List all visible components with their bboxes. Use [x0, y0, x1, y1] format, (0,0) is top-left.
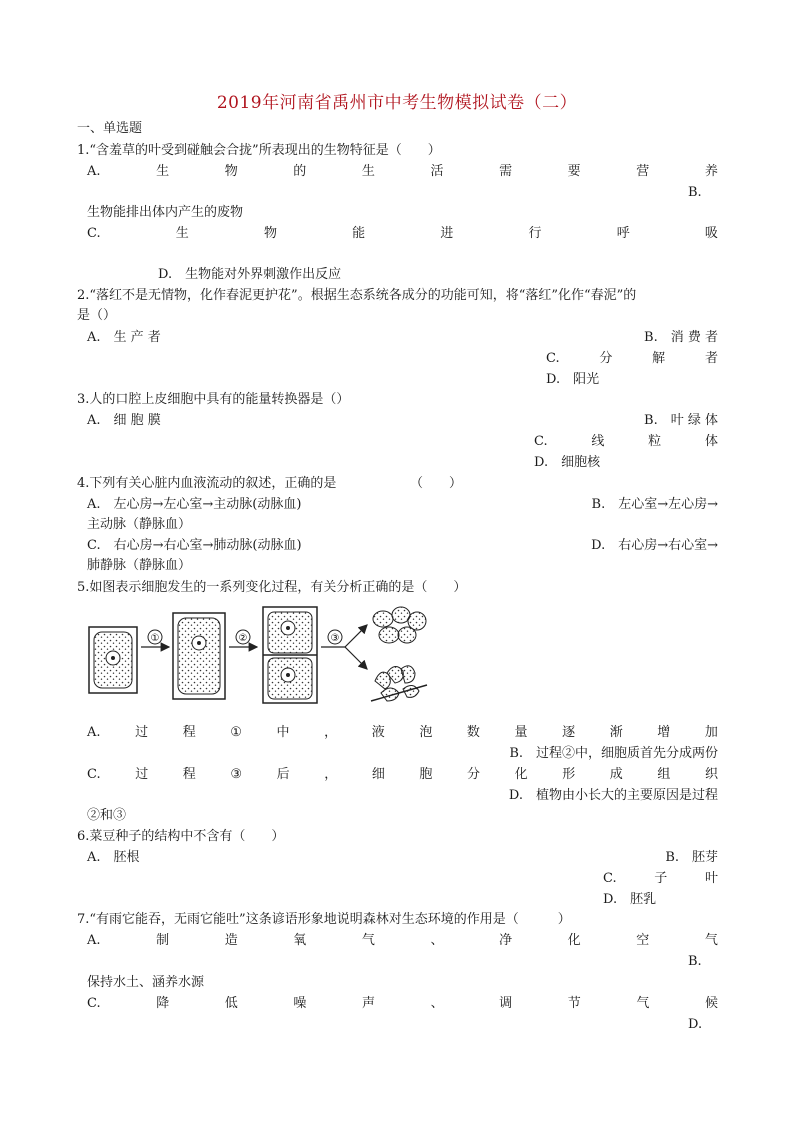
option-char: 、 — [430, 933, 444, 948]
option-char: 能 — [352, 226, 366, 241]
option-char: 、 — [430, 996, 444, 1011]
option-char: 过 — [135, 767, 149, 782]
option-char: ， — [324, 725, 338, 740]
option-char: 生 — [175, 226, 189, 241]
question-2-option-c[interactable] — [546, 351, 718, 367]
question-4-option-c[interactable]: C. 右心房→右心室→肺动脉(动脉血) — [87, 538, 302, 553]
grown-cell — [173, 613, 225, 699]
option-char: 噪 — [293, 996, 307, 1011]
question-1-option-a[interactable] — [87, 164, 718, 180]
option-char: 液 — [371, 725, 385, 740]
option-char: 节 — [567, 996, 581, 1011]
question-2-stem-line1: 2.“落红不是无情物，化作春泥更护花”。根据生态系统各成分的功能可知，将“落红”化作“春泥”的 — [77, 288, 637, 303]
option-char: 养 — [704, 164, 718, 179]
option-char: 组 — [657, 767, 671, 782]
question-5-option-c[interactable] — [87, 767, 718, 783]
option-char: 线 — [591, 434, 605, 449]
option-char: 活 — [430, 164, 444, 179]
option-char: 过 — [135, 725, 149, 740]
question-5-option-d-cont[interactable]: ②和③ — [87, 808, 127, 823]
question-7-option-d-label[interactable]: D. — [688, 1017, 703, 1032]
option-char: 气 — [361, 933, 375, 948]
option-char: 化 — [514, 767, 528, 782]
option-char: 者 — [704, 351, 718, 366]
question-4-option-a[interactable]: A. 左心房→左心室→主动脉(动脉血) — [87, 497, 302, 512]
question-1-option-c[interactable] — [87, 226, 718, 242]
question-7-option-b-text[interactable]: 保持水土、涵养水源 — [87, 975, 205, 990]
option-char: 叶 — [704, 871, 718, 886]
option-char: ① — [230, 725, 242, 740]
option-label: C. — [534, 434, 548, 449]
option-char: 解 — [652, 351, 666, 366]
option-label: C. — [87, 767, 101, 782]
option-char: 物 — [224, 164, 238, 179]
question-2-option-b[interactable]: B. 消 费 者 — [644, 330, 718, 345]
option-char: 子 — [654, 871, 668, 886]
option-char: 生 — [361, 164, 375, 179]
option-char: 量 — [514, 725, 528, 740]
option-char: 造 — [224, 933, 238, 948]
option-label: A. — [87, 164, 101, 179]
option-char: 净 — [499, 933, 513, 948]
option-char: 分 — [467, 767, 481, 782]
option-char: 逐 — [562, 725, 576, 740]
question-7-option-a[interactable] — [87, 933, 718, 949]
question-2-stem-line2: 是（） — [77, 308, 117, 323]
option-char: 需 — [499, 164, 513, 179]
question-3-option-b[interactable]: B. 叶 绿 体 — [644, 413, 718, 428]
option-char: 粒 — [648, 434, 662, 449]
question-4-option-d[interactable]: D. 右心房→右心室→ — [591, 538, 718, 553]
page-title: 2019年河南省禹州市中考生物模拟试卷（二） — [216, 93, 578, 113]
option-char: 的 — [293, 164, 307, 179]
option-label: C. — [603, 871, 617, 886]
question-2-option-a[interactable]: A. 生 产 者 — [87, 330, 161, 345]
option-char: 体 — [704, 434, 718, 449]
option-char: 行 — [528, 226, 542, 241]
option-char: 要 — [567, 164, 581, 179]
option-char: 数 — [466, 725, 480, 740]
option-char: 泡 — [419, 725, 433, 740]
step-2-label: ② — [238, 633, 248, 644]
option-char: 成 — [609, 767, 623, 782]
option-char: 制 — [156, 933, 170, 948]
option-label: A. — [87, 933, 101, 948]
question-7-option-b-label[interactable]: B. — [688, 954, 702, 969]
question-5-option-d[interactable]: D. 植物由小长大的主要原因是过程 — [508, 788, 718, 803]
option-char: 氧 — [293, 933, 307, 948]
question-6-option-a[interactable]: A. 胚根 — [87, 850, 140, 865]
option-char: 化 — [567, 933, 581, 948]
tissue-round-cells — [373, 607, 426, 643]
option-char: 低 — [224, 996, 238, 1011]
option-char: ③ — [230, 767, 243, 782]
small-cell — [89, 627, 137, 693]
question-6-option-d[interactable]: D. 胚乳 — [603, 892, 657, 907]
option-char: 后 — [276, 767, 290, 782]
tissue-elongated-cells — [371, 666, 427, 701]
question-7-option-c[interactable] — [87, 996, 718, 1012]
option-char: 物 — [263, 226, 277, 241]
option-char: 分 — [599, 351, 613, 366]
option-label: C. — [87, 226, 101, 241]
option-char: 增 — [657, 725, 671, 740]
option-char: 空 — [636, 933, 650, 948]
option-label: A. — [87, 725, 101, 740]
question-1-option-b-label[interactable]: B. — [688, 185, 702, 200]
option-label: C. — [87, 996, 101, 1011]
option-char: 吸 — [704, 226, 718, 241]
option-char: 生 — [156, 164, 170, 179]
question-6-stem: 6.菜豆种子的结构中不含有（ ） — [77, 829, 285, 844]
option-char: 加 — [704, 725, 718, 740]
question-5-stem: 5.如图表示细胞发生的一系列变化过程，有关分析正确的是（ ） — [77, 580, 467, 595]
option-char: 候 — [704, 996, 718, 1011]
option-char: 声 — [361, 996, 375, 1011]
option-char: 调 — [499, 996, 513, 1011]
step-3-label: ③ — [330, 633, 340, 644]
question-2-option-d[interactable]: D. 阳光 — [546, 372, 600, 387]
option-char: 形 — [562, 767, 576, 782]
option-char: 降 — [156, 996, 170, 1011]
section-heading: 一、单选题 — [77, 121, 143, 136]
option-char: 胞 — [419, 767, 433, 782]
divided-cells — [263, 607, 317, 703]
option-char: 渐 — [609, 725, 623, 740]
question-3-stem: 3.人的口腔上皮细胞中具有的能量转换器是（） — [77, 392, 350, 407]
option-char: 营 — [636, 164, 650, 179]
question-4-option-b[interactable]: B. 左心室→左心房→ — [591, 497, 718, 512]
question-3-option-c[interactable] — [534, 434, 718, 450]
question-1-option-d[interactable]: D. 生物能对外界刺激作出反应 — [158, 267, 342, 282]
option-label: C. — [546, 351, 560, 366]
question-6-option-c[interactable] — [603, 871, 718, 887]
question-6-option-b[interactable]: B. 胚芽 — [665, 850, 718, 865]
step-1-label: ① — [150, 633, 160, 644]
question-4-option-b-cont[interactable]: 主动脉（静脉血） — [87, 517, 192, 532]
option-char: 气 — [704, 933, 718, 948]
question-1-option-b-text[interactable]: 生物能排出体内产生的废物 — [87, 205, 244, 220]
question-3-option-a[interactable]: A. 细 胞 膜 — [87, 413, 161, 428]
option-char: 织 — [704, 767, 718, 782]
question-5-option-b[interactable]: B. 过程②中，细胞质首先分成两份 — [509, 746, 718, 761]
option-char: 进 — [440, 226, 454, 241]
question-7-stem: 7.“有雨它能吞，无雨它能吐”这条谚语形象地说明森林对生态环境的作用是（ ） — [77, 912, 571, 927]
option-char: 呼 — [616, 226, 630, 241]
option-char: 程 — [182, 767, 196, 782]
option-char: ， — [324, 767, 338, 782]
question-4-answer-blank: （ ） — [410, 476, 463, 491]
option-char: 中 — [276, 725, 290, 740]
question-5-option-a[interactable] — [87, 725, 718, 741]
option-char: 程 — [182, 725, 196, 740]
question-1-stem: 1.“含羞草的叶受到碰触会合拢”所表现出的生物特征是（ ） — [77, 143, 441, 158]
question-4-option-d-cont[interactable]: 肺静脉（静脉血） — [87, 558, 192, 573]
question-3-option-d[interactable]: D. 细胞核 — [534, 455, 601, 470]
option-char: 细 — [371, 767, 385, 782]
option-char: 气 — [636, 996, 650, 1011]
cell-division-diagram — [85, 603, 435, 713]
question-4-stem: 4.下列有关心脏内血液流动的叙述，正确的是 — [77, 476, 337, 491]
